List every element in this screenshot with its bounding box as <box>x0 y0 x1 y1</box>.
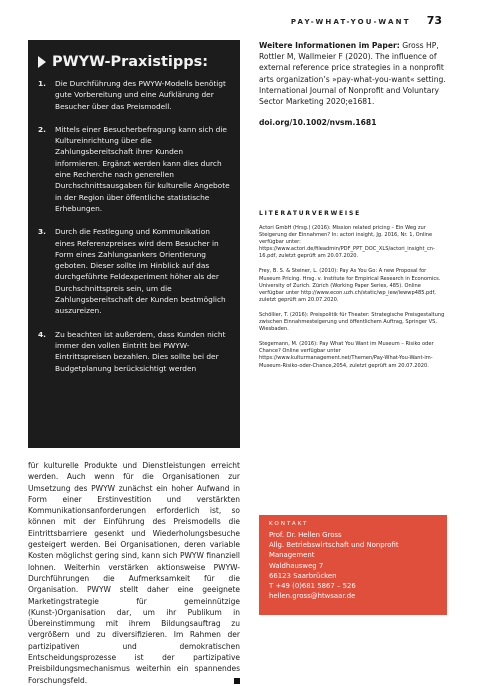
contact-email[interactable]: hellen.gross@htwsaar.de <box>269 592 356 601</box>
tip-text: Mittels einer Besucherbefragung kann sich die Kultureinrichtung über die Zahlungsbereitschaft ihrer Kunden informieren. Ergänzt werden kann dies durch eine Recherche nach generellen Durchschnittsausgaben für kulturelle Angebote in der Region über öffentliche statistische Erhebungen. <box>55 124 230 213</box>
contact-department-cont: Management <box>269 551 315 560</box>
contact-box <box>259 515 447 615</box>
tip-text: Durch die Festlegung und Kommunikation eines Referenzpreises wird dem Besucher in Form eines Zahlungsankers Orientierung geboten. Dieser sollte im Hinblick auf das durchgeführte Feldexperiment höher als der Durchschnittspreis sein, um die Zahlungsbereitschaft der Kunden bestmöglich auszureizen. <box>55 227 226 316</box>
tips-box <box>28 40 240 448</box>
contact-street: Waldhausweg 7 <box>269 561 324 570</box>
triangle-bullet-icon <box>38 56 46 68</box>
reference-item: Frey, B. S. & Steiner, L. (2010): Pay As You Go: A new Proposal for Museum Pricing. Hrsg. v. Institute for Empirical Research in Economics. University of Zurich. Zürich (Working Paper Series, 485). Online verfügbar unter http://www.econ.uzh.ch/static/wp_iew/iewwp485.pdf, zuletzt geprüft am 20.07.2020. <box>259 268 441 303</box>
reference-item: Schöllier, T. (2016): Preispolitik für Theater: Strategische Preisgestaltung zwischen Einnahmesteigerung und öffentlichem Auftrag, Springer VS, Wiesbaden. <box>259 311 445 333</box>
running-title: PAY-WHAT-YOU-WANT <box>290 18 411 26</box>
body-text-block <box>28 460 240 686</box>
tip-item <box>38 124 230 214</box>
tip-item <box>38 78 230 112</box>
tip-number: 1. <box>38 79 46 88</box>
contact-city: 66123 Saarbrücken <box>269 571 337 580</box>
further-info-paragraph: Weitere Informationen im Paper: Gross HP, Rottler M, Wallmeier F (2020). The influence of external reference price strategies in a nonprofit arts organization’s »pay-what-you-want« setting. International Journal of Nonprofit and Voluntary Sector Marketing 2020;e1681. <box>259 41 446 107</box>
tips-title-text: PWYW-Praxistipps: <box>52 54 209 70</box>
reference-item: Stegemann, M. (2016): Pay What You Want im Museum – Risiko oder Chance? Online verfügbar unter https://www.kulturmanagement.net/Themen/Pay-What-You-Want-im-Museum-Risiko-oder-Chance,2054, zuletzt geprüft am 20.07.2020. <box>259 341 434 369</box>
tip-number: 4. <box>38 329 46 339</box>
tip-item <box>38 226 230 316</box>
page-number: 73 <box>426 14 442 27</box>
further-info-label: Weitere Informationen im Paper <box>259 41 397 50</box>
tip-number: 3. <box>38 227 46 237</box>
tip-text: Die Durchführung des PWYW-Modells benötigt gute Vorbereitung und eine Aufklärung der Besucher über das Preismodell. <box>55 79 226 111</box>
further-info-citation: Gross HP, Rottler M, Wallmeier F (2020). The influence of external reference price strategies in a nonprofit arts organization’s »pay-what-you-want« setting. International Journal of Nonprofit and Voluntary Sector Marketing 2020;e1681. <box>259 41 446 107</box>
contact-department: Allg. Betriebswirtschaft und Nonprofit <box>269 541 399 550</box>
contact-phone: T +49 (0)681 5867 – 526 <box>269 582 356 591</box>
literature-section <box>259 210 447 378</box>
doi-link[interactable]: doi.org/10.1002/nvsm.1681 <box>259 118 377 128</box>
tip-item <box>38 329 230 374</box>
reference-item: Actori GmbH (Hrsg.) (2016): Mission related pricing – Ein Weg zur Steigerung der Einnahmen? In: actori insight, Jg. 2016, Nr. 1, Online verfügbar unter: https://www.actori.de/fileadmin/PDF_PPT_DOC_XLS/actori_insight_cn-16.pdf, zuletzt geprüft am 20.07.2020. <box>259 225 435 260</box>
contact-name: Prof. Dr. Hellen Gross <box>269 531 342 539</box>
page-header <box>291 14 442 27</box>
body-paragraph: für kulturelle Produkte und Dienstleistungen erreicht werden. Auch wenn für die Organisationen zur Umsetzung des PWYW zunächst ein hoher Aufwand in Form einer Erstinvestition und verstärkten Kommunikationsanforderungen erforderlich ist, so können mit der Einführung des Preismodells die Eintrittsbarriere gesenkt und Wiederholungsbesuche gesteigert werden. Bei Organisationen, deren variable Kosten möglichst gering sind, kann sich PWYW finanziell lohnen. Weiterhin verstärken aktionsweise PWYW-Durchführungen die Aufmerksamkeit für die Organisation. PWYW stellt daher eine geeignete Marketingstrategie für gemeinnützige (Kunst-)Organisation dar, um ihr Publikum in Übereinstimmung mit ihrem Bildungsauftrag zu vergrößern und zu diversifizieren. Im Rahmen der partizipativen und demokratischen Entscheidungsprozesse ist der partizipative Preisbildungsmechanismus weiterhin ein spannendes Forschungsfeld. <box>28 461 240 685</box>
tip-text: Zu beachten ist außerdem, dass Kunden nicht immer den vollen Eintritt bei PWYW-Eintrittspreisen bezahlen. Dies sollte bei der Budgetplanung berücksichtigt werden <box>55 329 226 373</box>
further-info <box>259 40 447 128</box>
tip-number: 2. <box>38 124 46 134</box>
contact-heading: KONTAKT <box>269 521 309 527</box>
tips-title <box>38 54 230 70</box>
end-square-icon <box>234 678 240 684</box>
literature-heading: LITERATURVERWEISE <box>259 210 361 217</box>
